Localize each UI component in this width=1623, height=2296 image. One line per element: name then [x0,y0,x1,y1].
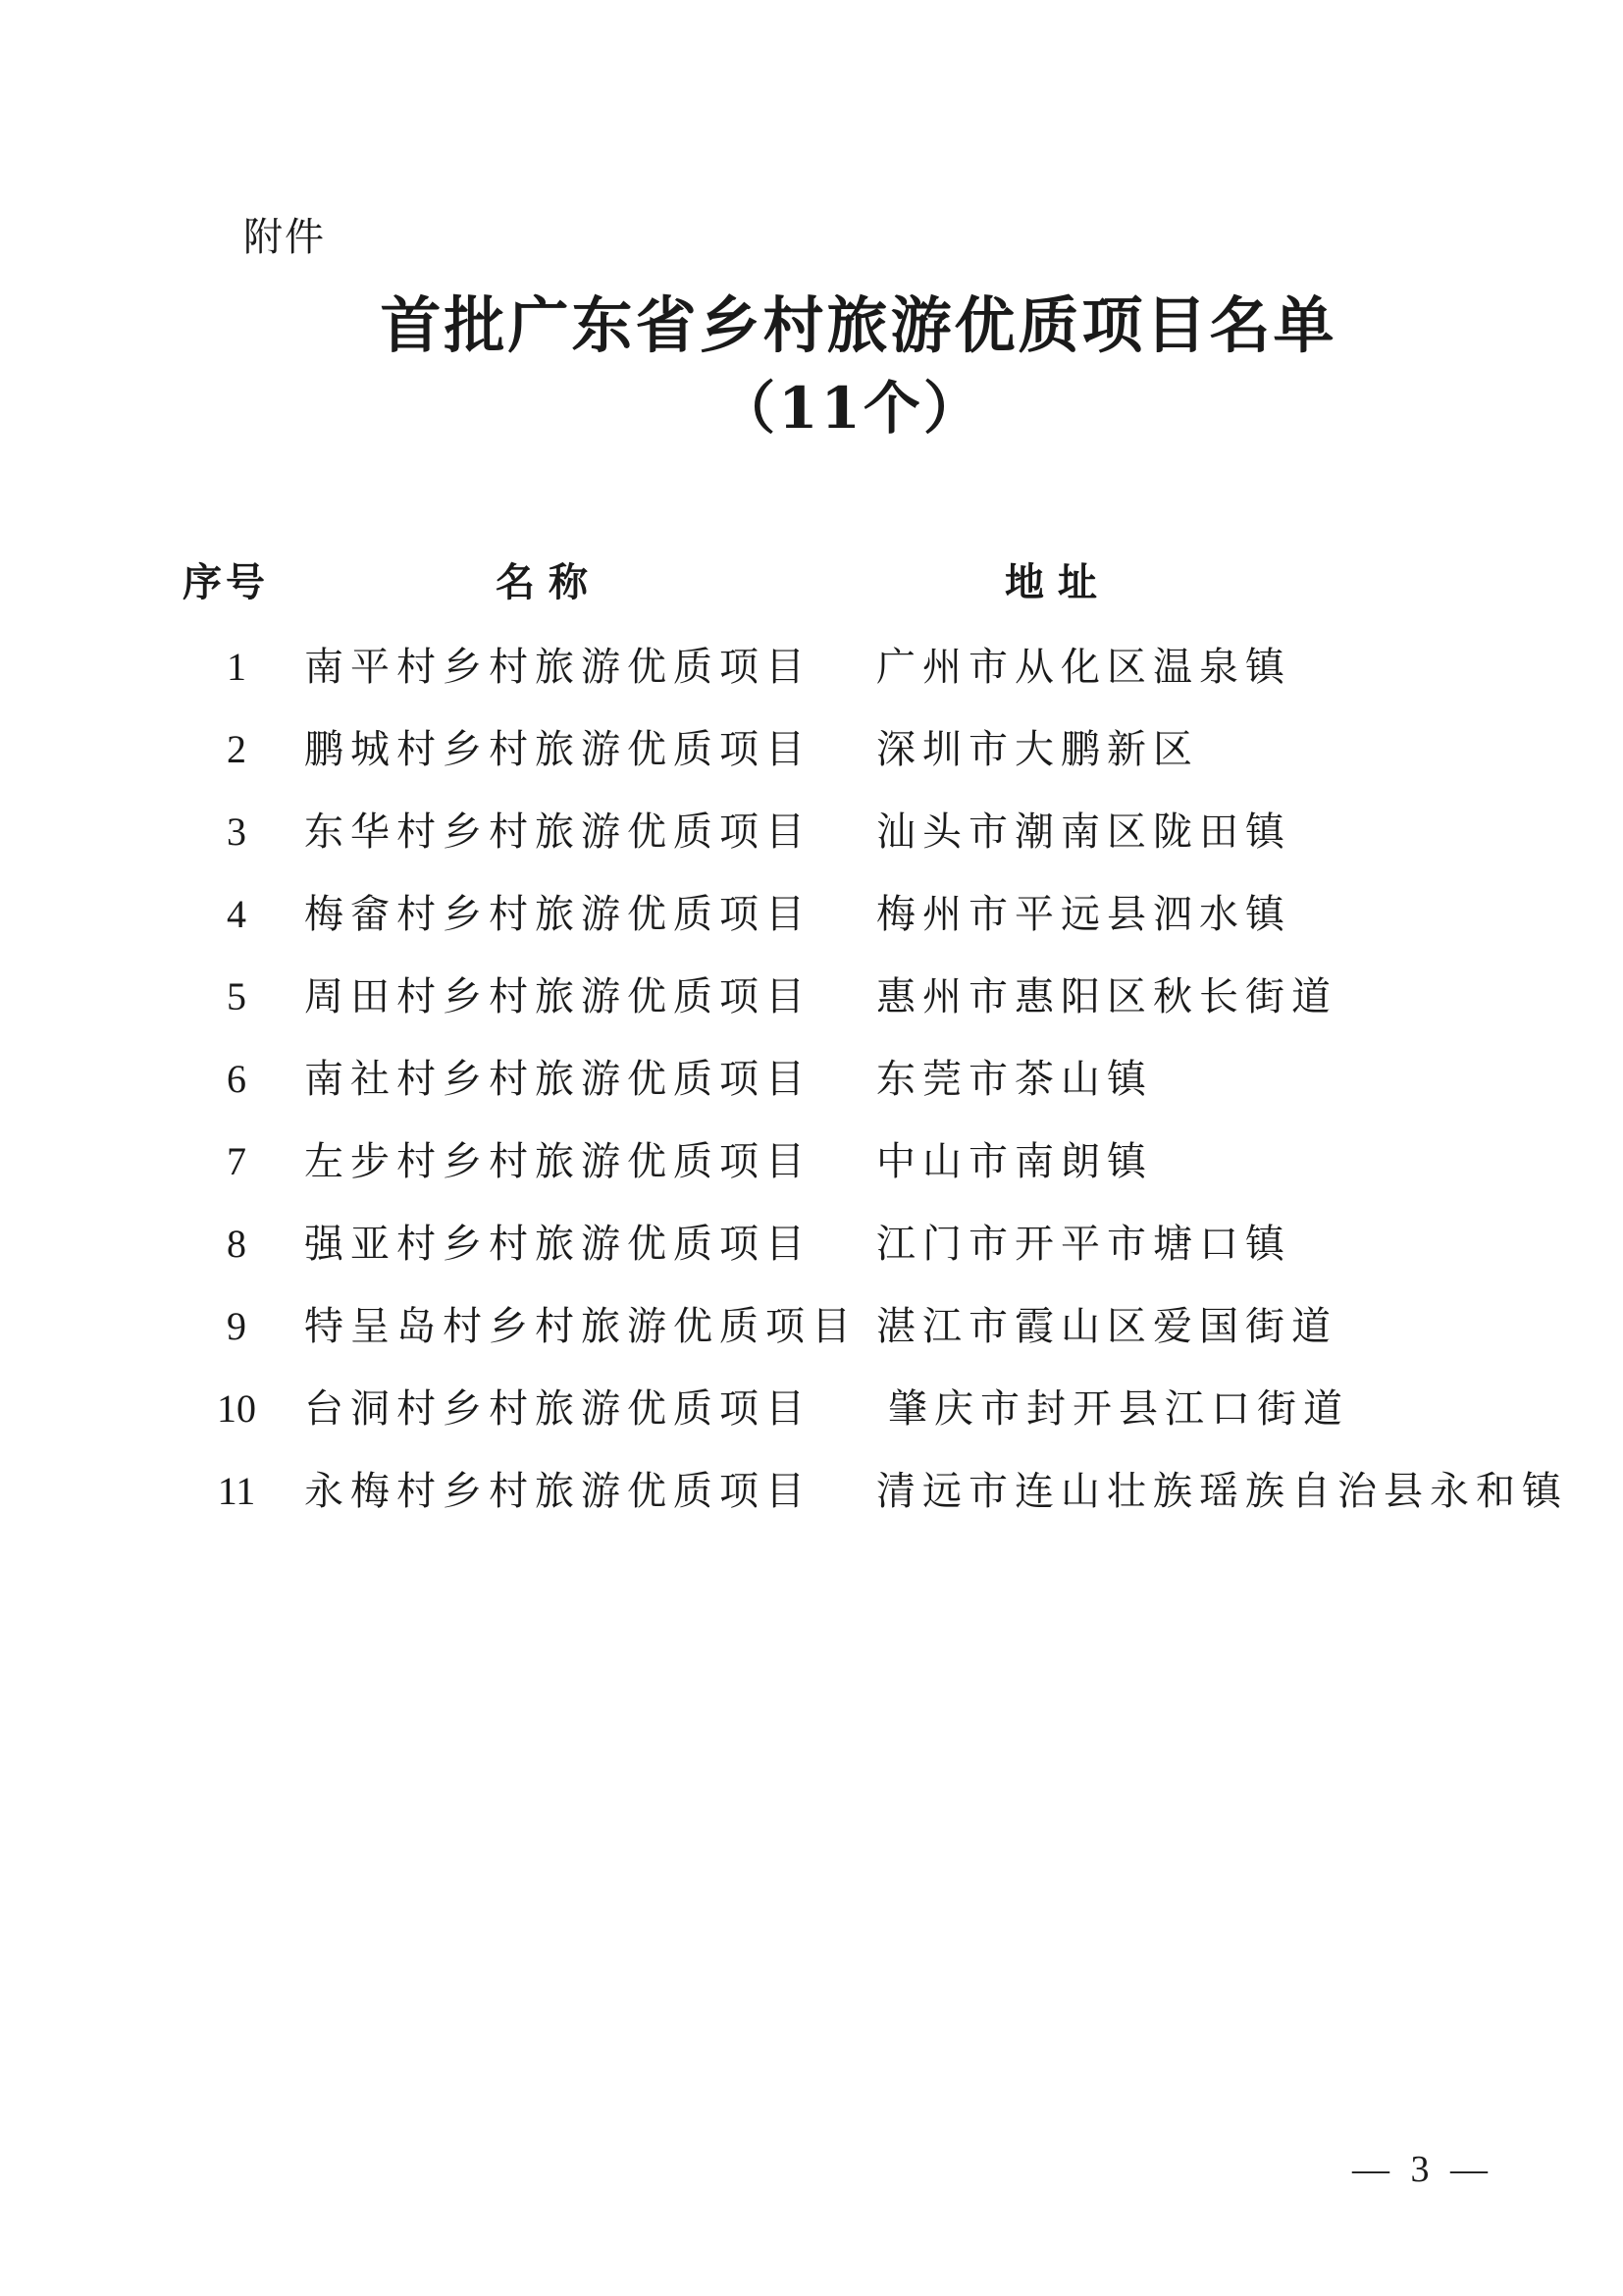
row-name: 台洞村乡村旅游优质项目 [304,1386,812,1432]
table-row [0,1450,1623,1533]
row-index: 3 [227,809,246,854]
row-address: 湛江市霞山区爱国街道 [876,1304,1337,1349]
table-row [0,626,1623,708]
header-index: 序号 [183,560,269,605]
row-index: 10 [217,1386,256,1431]
row-index: 1 [227,645,246,689]
row-address: 肇庆市封开县江口街道 [888,1386,1349,1432]
row-address: 清远市连山壮族瑶族自治县永和镇 [876,1469,1568,1514]
row-index: 5 [227,974,246,1018]
row-index: 9 [227,1304,246,1348]
project-table [0,542,1623,1533]
row-index: 6 [227,1057,246,1101]
row-name: 东华村乡村旅游优质项目 [304,809,812,855]
row-address: 中山市南朗镇 [876,1139,1153,1184]
table-row [0,1285,1623,1368]
row-name: 永梅村乡村旅游优质项目 [304,1469,812,1514]
row-index: 7 [227,1139,246,1183]
table-row [0,1038,1623,1121]
row-address: 东莞市茶山镇 [876,1057,1153,1102]
row-name: 周田村乡村旅游优质项目 [304,974,812,1019]
row-address: 梅州市平远县泗水镇 [876,892,1291,937]
row-name: 左步村乡村旅游优质项目 [304,1139,812,1184]
document-subtitle: （11个） [718,375,983,442]
row-address: 深圳市大鹏新区 [876,727,1199,772]
row-index: 11 [217,1469,256,1513]
row-name: 梅畲村乡村旅游优质项目 [304,892,812,937]
header-address: 地址 [1005,560,1111,605]
table-row [0,791,1623,873]
table-row [0,873,1623,956]
table-row [0,956,1623,1038]
table-row [0,1121,1623,1203]
row-index: 8 [227,1222,246,1266]
page-number: — 3 — [1352,2149,1493,2190]
row-index: 4 [227,892,246,936]
table-header-row [0,542,1623,626]
table-row [0,1203,1623,1285]
row-name: 南平村乡村旅游优质项目 [304,645,812,690]
row-index: 2 [227,727,246,771]
row-address: 汕头市潮南区陇田镇 [876,809,1291,855]
table-row [0,1368,1623,1450]
table-row [0,708,1623,791]
header-name: 名称 [496,560,602,605]
row-address: 惠州市惠阳区秋长街道 [876,974,1337,1019]
row-address: 江门市开平市塘口镇 [876,1222,1291,1267]
document-title: 首批广东省乡村旅游优质项目名单 [380,289,1337,361]
row-name: 南社村乡村旅游优质项目 [304,1057,812,1102]
row-name: 强亚村乡村旅游优质项目 [304,1222,812,1267]
attachment-label: 附件 [243,215,326,260]
row-name: 鹏城村乡村旅游优质项目 [304,727,812,772]
row-name: 特呈岛村乡村旅游优质项目 [304,1304,858,1349]
row-address: 广州市从化区温泉镇 [876,645,1291,690]
